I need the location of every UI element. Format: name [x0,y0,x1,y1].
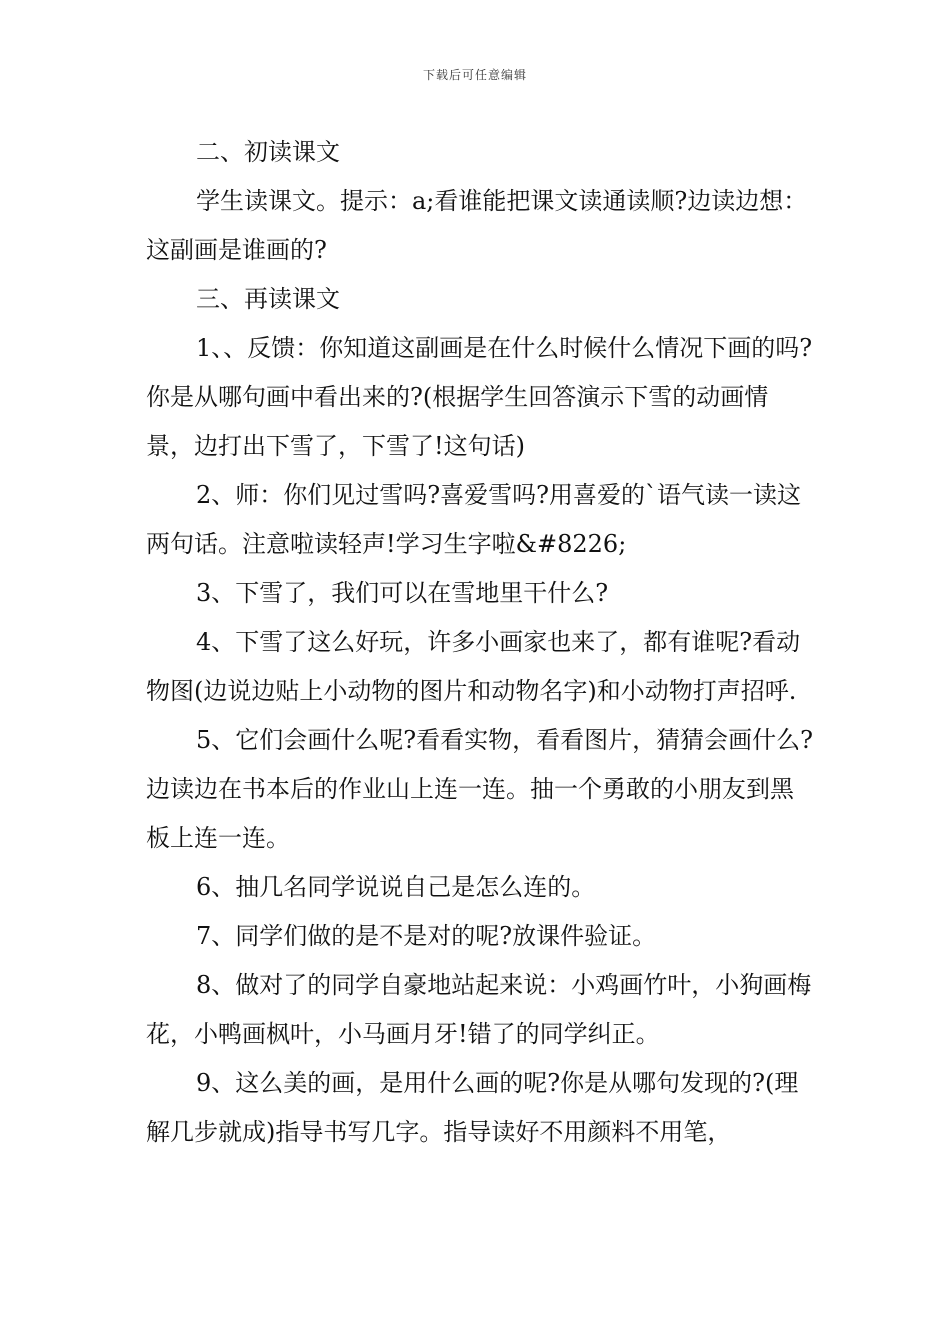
page-header: 下载后可任意编辑 [422,68,527,82]
paragraph-step-3: 3、下雪了，我们可以在雪地里干什么? [196,579,609,607]
section-heading-first-reading: 二、初读课文 [196,138,340,166]
section-heading-second-reading: 三、再读课文 [196,285,340,313]
document-body [146,128,814,1157]
paragraph-step-2: 2、师：你们见过雪吗?喜爱雪吗?用喜爱的`语气读一读这两句话。注意啦读轻声!学习生字啦&#8226; [146,481,802,558]
paragraph-step-9: 9、这么美的画，是用什么画的呢?你是从哪句发现的?(理解几步就成)指导书写几字。指导读好不用颜料不用笔， [146,1069,799,1146]
paragraph-reading-hint: 学生读课文。提示：a;看谁能把课文读通读顺?边读边想：这副画是谁画的? [146,187,808,264]
paragraph-step-5: 5、它们会画什么呢?看看实物，看看图片，猜猜会画什么?边读边在书本后的作业山上连一连。抽一个勇敢的小朋友到黑板上连一连。 [146,726,814,852]
paragraph-step-4: 4、下雪了这么好玩，许多小画家也来了，都有谁呢?看动物图(边说边贴上小动物的图片和动物名字)和小动物打声招呼. [146,628,801,705]
paragraph-step-1: 1、、反馈：你知道这副画是在什么时候什么情况下画的吗?你是从哪句画中看出来的?(根据学生回答演示下雪的动画情景，边打出下雪了，下雪了!这句话) [146,334,813,460]
paragraph-step-8: 8、做对了的同学自豪地站起来说：小鸡画竹叶，小狗画梅花，小鸭画枫叶，小马画月牙!错了的同学纠正。 [146,971,812,1048]
paragraph-step-6: 6、抽几名同学说说自己是怎么连的。 [196,873,596,901]
paragraph-step-7: 7、同学们做的是不是对的呢?放课件验证。 [196,922,657,950]
